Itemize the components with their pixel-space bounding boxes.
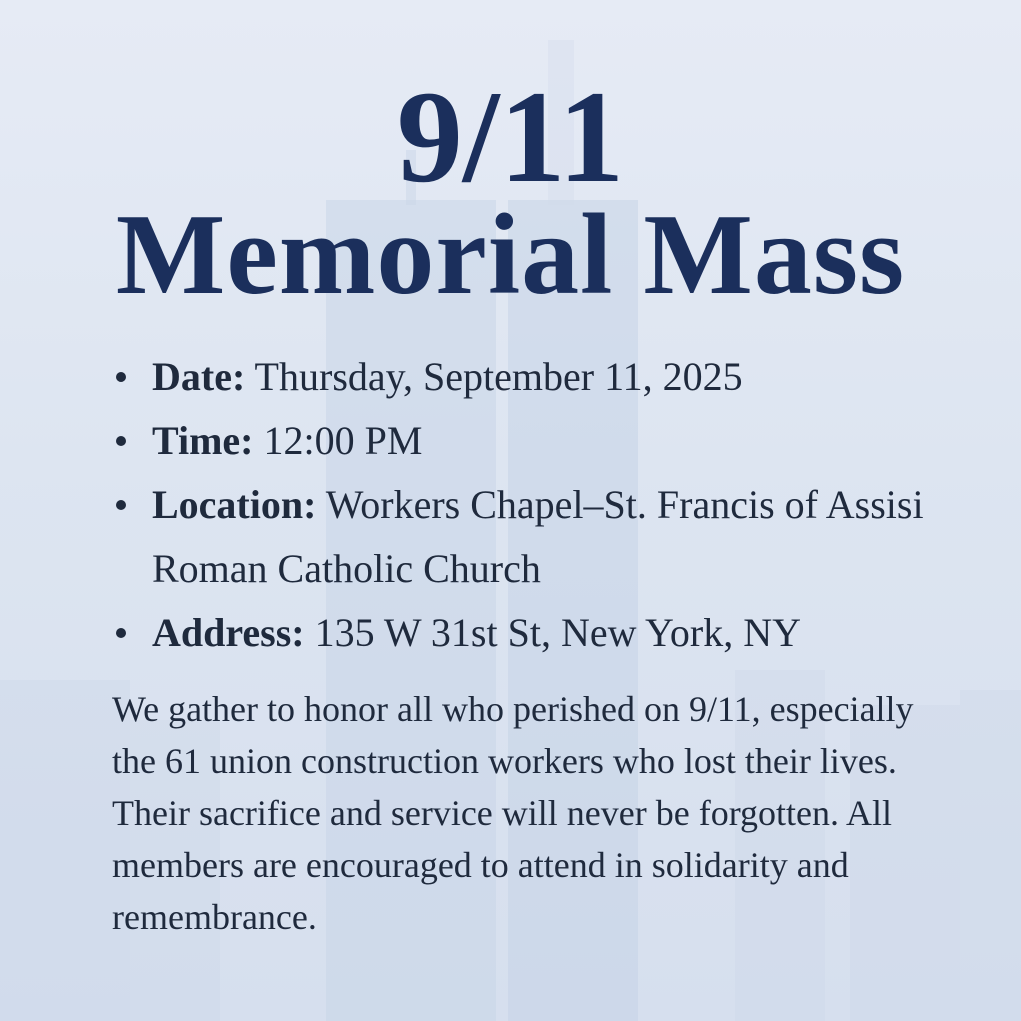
bullet-icon bbox=[116, 628, 126, 638]
bullet-icon bbox=[116, 436, 126, 446]
detail-date-value: Thursday, September 11, 2025 bbox=[245, 354, 743, 399]
detail-address-label: Address: bbox=[152, 610, 305, 655]
memorial-message: We gather to honor all who perished on 9/11, especially the 61 union construction workers who lost their lives. Their sacrifice and service will never be forgotten. All members are encouraged to attend in solidarity and remembrance. bbox=[112, 689, 914, 937]
title-text: Memorial Mass bbox=[115, 191, 906, 319]
title-number: 9/11 bbox=[396, 63, 625, 210]
detail-address-value: 135 W 31st St, New York, NY bbox=[304, 610, 801, 655]
bullet-icon bbox=[116, 372, 126, 382]
detail-date-label: Date: bbox=[152, 354, 246, 399]
bullet-icon bbox=[116, 500, 126, 510]
detail-location-value: Workers Chapel–St. Francis of Assisi Roman Catholic Church bbox=[152, 482, 924, 591]
detail-time-value: 12:00 PM bbox=[253, 418, 423, 463]
right-building-silhouette-3 bbox=[960, 690, 1021, 1021]
event-details-list bbox=[112, 345, 992, 665]
left-building-silhouette bbox=[0, 680, 130, 1021]
detail-address bbox=[112, 601, 992, 665]
detail-time bbox=[112, 409, 992, 473]
detail-location bbox=[112, 473, 992, 601]
detail-time-label: Time: bbox=[152, 418, 254, 463]
detail-date bbox=[112, 345, 992, 409]
detail-location-label: Location: bbox=[152, 482, 317, 527]
